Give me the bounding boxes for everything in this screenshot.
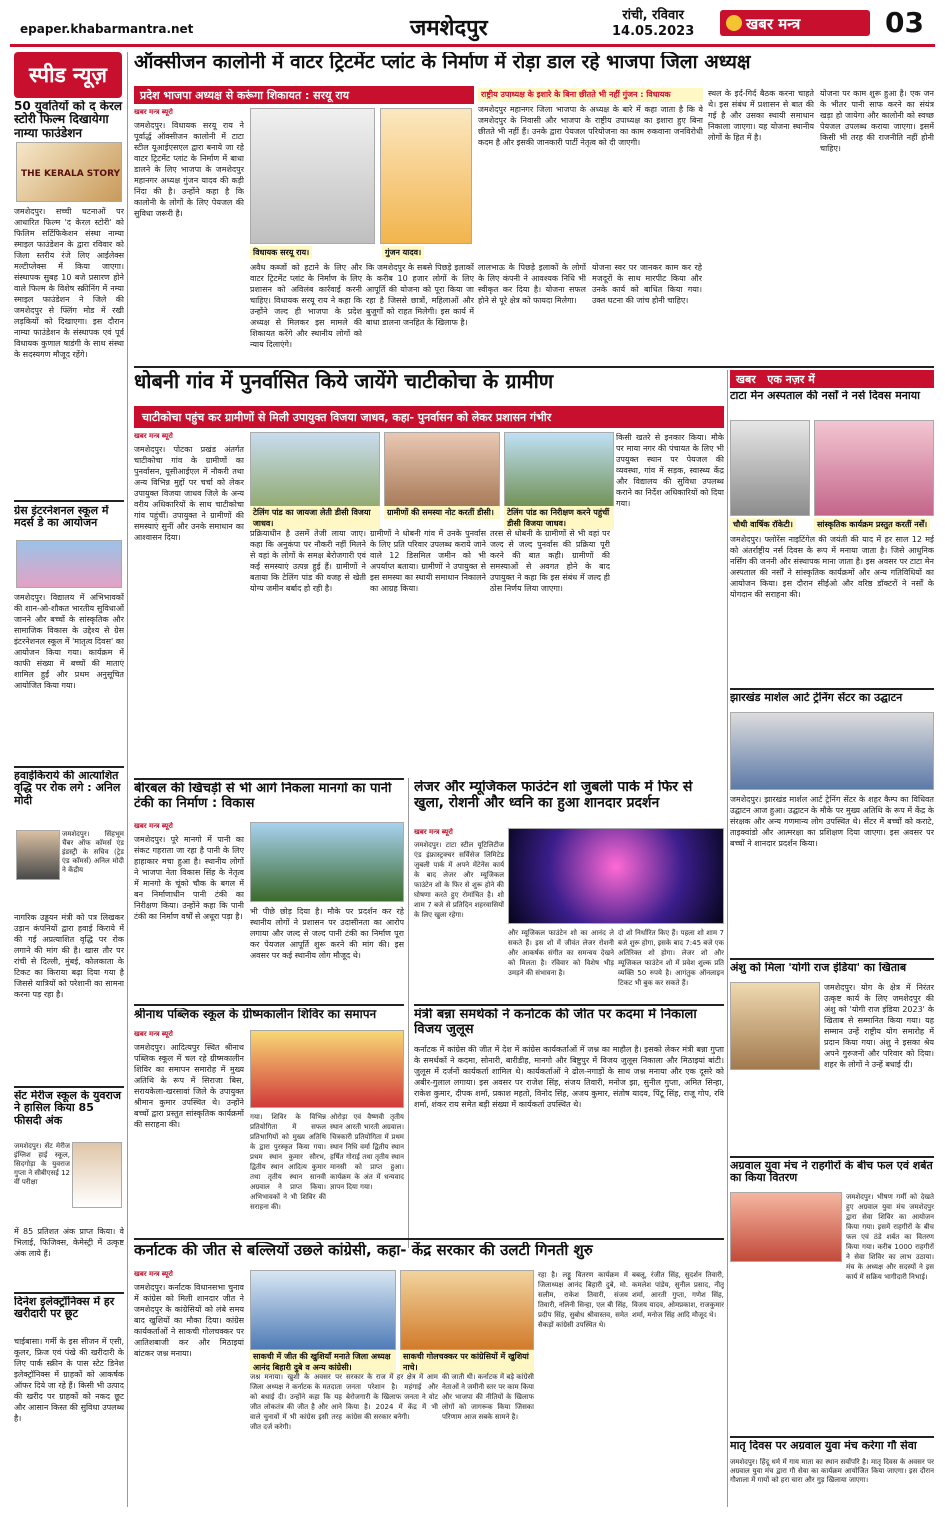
story-kerala — [14, 100, 124, 140]
brand-logo — [720, 10, 870, 36]
photo-caption: साकची में जीत की खुशियाँ मनाते जिला अध्यक्ष आनंद बिहारी दुबे व अन्य कांग्रेसी। — [250, 1350, 396, 1374]
photo-caption: सांस्कृतिक कार्यक्रम प्रस्तुत करतीं नर्सें। — [814, 518, 930, 531]
epaper-url[interactable]: epaper.khabarmantra.net — [20, 22, 194, 36]
headline: टाटा मेन अस्पताल की नर्सों ने नर्स दिवस मनाया — [730, 390, 920, 402]
birbal-story — [134, 782, 404, 811]
chatikocha-byline — [134, 432, 244, 443]
byline: खबर मन्त्र ब्यूरो — [134, 432, 173, 440]
shrinath-body-1: जमशेदपुर। आदित्यपुर स्थित श्रीनाथ पब्लिक स्कूल में चल रहे ग्रीष्मकालीन शिविर का समापन समारोह में मुख्य अतिथि के रूप में सिराजा बिस, सरायकेला-खरसावां जिले के उपायुक्त श्रीमान कुमार उपस्थित थे। उन्होंने बच्चों द्वारा प्रस्तुत सांस्कृतिक कार्यक्रमों की सराहना की। — [134, 1043, 244, 1129]
anshu-story — [730, 962, 934, 974]
story-body: जमशेदपुर। सच्ची घटनाओं पर आधारित फिल्म 'द केरल स्टोरी' को फिलिम सर्टिफिकेशन संस्था नाम्या स्माइल फाउंडेशन के द्वारा रविवार को जिला स्तरीय रंजे लिए आईलेक्स मल्टीप्लेक्स में किया जाएगा। संस्थापक सुबह 10 बजे प्रसारण होने वाले फिल्म के विशेष स्क्रीनिंग में नम्या स्माइल फाउंडेशन ने जिले की जमशेदपुर से फ्लिंग मोड में रखी लड़कियों को दिखाएगा। इस दौरान नाम्या फाउंडेशन के संस्थापक एवं पूर्व विधायक कुणाल षाडंगी के साथ संस्था के सदस्यगण मौजूद रहेंगे। — [14, 207, 124, 359]
mothers-day-story — [730, 1440, 934, 1452]
header-rule — [10, 44, 935, 47]
divider — [134, 366, 934, 368]
byline: खबर मन्त्र ब्यूरो — [414, 828, 453, 836]
chatikocha-body-5: किसी खतरे से इनकार किया। मौके पर माया नगर की पंचायत के लिए भी उपयुक्त स्थान पर पेयजल की व्यवस्था, गांव में सड़क, स्वास्थ्य केंद्र और विद्यालय की सुविधा उपलब्ध कराने का निर्देश अधिकारियों को दिया गया। — [616, 433, 724, 508]
divider — [134, 778, 404, 780]
photo-tailing-pond — [504, 432, 614, 512]
headline: ग्रेस इंटरनेशनल स्कूल में मदर्स डे का आयोजन — [14, 505, 109, 530]
divider — [134, 1238, 724, 1240]
headline: झारखंड मार्शल आर्ट ट्रेनिंग सेंटर का उद्घाटन — [730, 692, 903, 704]
headline: मातृ दिवस पर अग्रवाल युवा मंच करेगा गौ सेवा — [730, 1440, 917, 1452]
photo-martial-arts — [730, 712, 934, 790]
brand-name: खबर मन्त्र — [746, 15, 801, 33]
shrinath-body-3: ओरोड़ा एवं वैष्णवी तृतीय स्थान आरती भारती अग्रवाल। चित्रकारी प्रतियोगिता में प्रथम स्थान निधि वर्मा द्वितीय स्थान हर्षित गोराई तथा तृतीय स्थान मानसी को प्राप्त हुआ। कार्यक्रम के अंत में धन्यवाद ज्ञापन दिया गया। — [330, 1113, 404, 1191]
photo-caption: गुंजन यादव। — [382, 246, 424, 259]
photo-congress-celebration — [250, 1270, 396, 1350]
jubilee-headline-box — [414, 780, 724, 822]
photo-dc-visit — [250, 432, 380, 512]
story-meta: जमशेदपुर। सिंहभूम चैंबर ऑफ कॉमर्स एंड इंडस्ट्री के सचिव (ट्रेड एंड कॉमर्स) अनिल मोदी ने केंद्रीय — [62, 830, 124, 874]
story-body: में 85 प्रतिशत अंक प्राप्त किया। वे भिलाई, फिजिक्स, केमेस्ट्री में उत्कृष्ट अंक लाये हैं। — [14, 1227, 124, 1258]
birbal-byline — [134, 822, 244, 833]
story-airfare — [14, 770, 124, 807]
headline: लेजर और म्यूजिकल फाउंटेन शो जुबली पार्क में फिर से खुला, रोशनी और ध्वनि का हुआ शानदार प्रदर्शन — [414, 780, 693, 811]
headline: सेंट मेरीज स्कूल के युवराज ने हासिल किया 85 फीसदी अंक — [14, 1090, 122, 1127]
headline: श्रीनाथ पब्लिक स्कूल के ग्रीष्मकालीन शिविर का समापन — [134, 1008, 377, 1021]
lead-kicker: राष्ट्रीय उपाध्यक्ष के इशारे के बिना छीतते भी नहीं गुंजन : विधायक — [478, 88, 703, 102]
chatikocha-headline-box — [134, 370, 724, 404]
lead-subhead: प्रदेश भाजपा अध्यक्ष से करूंगा शिकायत : सरयू राय — [134, 86, 474, 104]
lead-headline: ऑक्सीजन कालोनी में वाटर ट्रिटमेंट प्लांट के निर्माण में रोड़ा डाल रहे भाजपा जिला अध्यक्ष — [134, 52, 751, 73]
agarwal-story — [730, 1160, 934, 1185]
divider — [14, 500, 124, 502]
chatikocha-body-1: जमशेदपुर। पोटका प्रखंड अंतर्गत चाटीकोचा गांव के ग्रामीणों का पुनर्वासन, यूसीआईएल में नौकरी तथा अन्य विभिन्न मुद्दों पर चर्चा को लेकर उपायुक्त विजया जाधव जिले के अन्य वरीय अधिकारियों के साथ चाटीकोचा गांव पहुंचीं। उपायुक्त ने ग्रामीणों की समस्याएं सुनीं और उनके समाधान का आश्वासन दिया। — [134, 445, 244, 542]
congress-byline — [134, 1270, 244, 1281]
chatikocha-body-3: ग्रामीणों ने धोबनी गांव में उनके पुनर्वास के लिए प्रति परिवार उपलब्ध कराये जाने वाले 12 डिसमिल जमीन को भी अपर्याप्त बताया। ग्रामीणों ने उपायुक्त से इस समस्या का स्थायी समाधान निकालने का आग्रह किया। — [370, 529, 486, 593]
lead-headline-box — [134, 52, 934, 82]
photo-sharbat — [730, 1192, 842, 1262]
headline: हवाईकिराये की आत्याशित वृद्धि पर रोक लगे : अनिल मोदी — [14, 770, 121, 807]
column-divider — [727, 370, 728, 1507]
tata-story — [730, 390, 934, 402]
lead-body-4: जमशेदपुर महानगर जिला भाजपा के अध्यक्ष के बारे में कहा जाता है कि वे जमशेदपुर के निवासी और भाजपा के राष्ट्रीय उपाध्यक्ष का इशारा हुए बिना छीतते भी नहीं हैं। उनके द्वारा पेयजल परियोजना का काम रुकवाना जनविरोधी कदम है और इसकी जानकारी पार्टी नेतृत्व को दी जाएगी। — [478, 105, 703, 147]
issue-date: 14.05.2023 — [612, 24, 695, 39]
anshu-body: जमशेदपुर। योग के क्षेत्र में निरंतर उत्कृष्ट कार्य के लिए जमशेदपुर की अंशु को 'योगी राज इंडिया 2023' के खिताब से सम्मानित किया गया। यह सम्मान उन्हें राष्ट्रीय योग समारोह में प्रदान किया गया। अंशु ने इसका श्रेय अपने गुरुजनों और परिवार को दिया। शहर के लोगों ने उन्हें बधाई दी। — [824, 983, 934, 1069]
divider — [414, 1004, 724, 1006]
photo-caption: टेलिंग पांड का जायजा लेती डीसी विजया जाधव। — [250, 506, 380, 530]
place-day: रांची, रविवार — [622, 8, 684, 23]
jubilee-body-3: दो शो निर्धारित किए हैं। पहला शो शाम 7 बजे शुरू होगा, इसके बाद 7:45 बजे एक अतिरिक्त शो होगा। लेजर शो और म्यूजिकल फाउंटेन शो में प्रवेश शुल्क प्रति व्यक्ति 50 रुपये है। आगंतुक ऑनलाइन टिकट भी बुक कर सकते हैं। — [618, 929, 724, 987]
story-meta: जमशेदपुर। सेंट मेरीज इंग्लिश हाई स्कूल, सिदगोड़ा के युवराज गुप्ता ने सीबीएसई 12 वीं परीक्षा — [14, 1142, 70, 1186]
divider — [134, 1004, 404, 1006]
byline: खबर मन्त्र ब्यूरो — [134, 1270, 173, 1278]
shrinath-byline — [134, 1030, 224, 1041]
tata-body: जमशेदपुर। फ्लोरेंस नाइटिंगेल की जयंती की याद में हर साल 12 मई को अंतर्राष्ट्रीय नर्स दिवस के रूप में मनाया जाता है। जिसे आधुनिक नर्सिंग की जननी और संस्थापक माना जाता है। इस अवसर पर टाटा मेन अस्पताल की नर्सों ने सांस्कृतिक कार्यक्रमों और अन्य गतिविधियों का आयोजन किया। इस दौरान सीईओ और वरिष्ठ डॉक्टरों ने नर्सों के योगदान की सराहना की। — [730, 535, 934, 599]
agarwal-body: जमशेदपुर। भीषण गर्मी को देखते हुए अग्रवाल युवा मंच जमशेदपुर द्वारा सेवा शिविर का आयोजन किया गया। इसमें राहगीरों के बीच फल एवं ठंडे शर्बत का वितरण किया गया। करीब 1000 राहगीरों ने सेवा शिविर का लाभ उठाया। मंच के अध्यक्ष और सदस्यों ने इस कार्य में सक्रिय भागीदारी निभाई। — [846, 1193, 934, 1281]
congress-body-2: जश्न मनाया। खुशी के अवसर पर जिला अध्यक्ष ने कर्नाटक के मतदाता को बधाई दी। उन्होंने कहा कि यह जीत लोकतंत्र की जीत है और आने वाले चुनावों में भी कांग्रेस इसी तरह जीत दर्ज करेगी। — [250, 1373, 342, 1431]
divider — [730, 958, 934, 960]
masthead — [0, 0, 945, 46]
lead-body-3: कि जमशेदपुर के सबसे पिछड़े इलाकों के करीब 10 हजार लोगों के लिए आपूर्ति की योजना को पूरा किया जा रहा है जिससे छात्रों, महिलाओं और बुजुर्गों को राहत मिलेगी। इस कार्य में बाधा डालना जनहित के खिलाफ है। — [366, 263, 474, 327]
portrait-photo — [16, 830, 60, 880]
photo-caption: विधायक सरयू राय। — [250, 246, 312, 259]
divider — [730, 1436, 934, 1438]
photo-caption: चौथी वार्षिक रॉकेटी। — [730, 518, 796, 531]
victory-march-story — [414, 1008, 724, 1037]
date-block — [612, 8, 694, 40]
lead-col-1 — [134, 108, 244, 119]
chatikocha-subhead: चाटीकोचा पहुंच कर ग्रामीणों से मिली उपायुक्त विजया जाधव, कहा- पुनर्वासन को लेकर प्रशासन गंभीर — [134, 406, 724, 428]
shrinath-story — [134, 1008, 404, 1021]
lead-body-5: लालभाऊ के पिछड़े इलाकों के लोगों के लिए कंपनी ने आवश्यक निधि भी स्वीकृत कर दिया है। योजना सफल होने से पूरे क्षेत्र को फायदा मिलेगा। — [478, 263, 586, 305]
poster-image — [16, 142, 122, 202]
photo-nurses-1 — [730, 420, 810, 516]
column-divider — [408, 778, 409, 1248]
congress-body-3: सरकार के राज में हर क्षेत्र में आम जनता परेशान है। महंगाई और बेरोजगारी के खिलाफ जनता ने वोट किया है। 2024 में केंद्र में भी कांग्रेस की सरकार बनेगी। — [346, 1373, 438, 1421]
story-body: नागरिक उड्डयन मंत्री को पत्र लिखकर उड़ान कंपनियों द्वारा हवाई किराये में की गई अप्रत्याशित वृद्धि पर रोक लगाने की मांग की है। खास तौर पर रांची से दिल्ली, मुंबई, कोलकाता के टिकट का किराया बढ़ा दिया गया है जिससे यात्रियों को परेशानी का सामना करना पड़ रहा है। — [14, 913, 124, 999]
ek-nazar-banner — [730, 370, 934, 388]
congress-body-5: रहा है। लड्डू वितरण कार्यक्रम में जिलाध्यक्ष आनंद बिहारी दुबे, मो. सलीम, राकेश तिवारी, संजय तिवारी, नलिनी सिन्हा, एल बी सिंह, प्रदीप सिंह, सुबोध श्रीवास्तव, समेत सैकड़ों कांग्रेसी उपस्थित थे। — [538, 1271, 628, 1329]
photo-caption: ग्रामीणों की समस्या नोट करतीं डीसी। — [384, 506, 500, 519]
saryu-rai-photo — [250, 108, 375, 244]
headline: मंत्री बन्ना समर्थकों ने कर्नाटक की जीत पर कदमा में निकाला विजय जुलूस — [414, 1008, 697, 1037]
byline: खबर मन्त्र ब्यूरो — [134, 1030, 173, 1038]
chatikocha-body-4: तरस से धोबनी के ग्रामीणों से भी वहां पर जल्द से जल्द पुनर्वास की प्रक्रिया पूरी करने की बात कही। ग्रामीणों की समस्याओं से अवगत होने के बाद उपायुक्त ने कहा कि इस संबंध में जल्द ही ठोस निर्णय लिया जाएगा। — [490, 529, 610, 593]
divider — [14, 1086, 124, 1088]
divider — [14, 766, 124, 768]
city-title: जमशेदपुर — [410, 16, 488, 41]
photo-golchakkar — [400, 1270, 534, 1350]
congress-headline-box — [134, 1242, 724, 1266]
victory-march-body: कर्नाटक में कांग्रेस की जीत में देश में कांग्रेस कार्यकर्ताओं में जश्न का माहौल है। इसको लेकर मंत्री बन्ना गुप्ता के समर्थकों ने कदमा, सोनारी, बारीडीह, मानगो और बिष्टुपुर में विजय जुलूस निकाला और मिठाइयां बांटी। जुलूस में दर्जनों कार्यकर्ता शामिल थे। कार्यकर्ताओं ने ढोल-नगाड़ों के साथ जश्न मनाया और एक दूसरे को अबीर-गुलाल लगाया। इस अवसर पर राजेश सिंह, संजय तिवारी, मनोज झा, सुनील गुप्ता, अमित सिन्हा, राकेश कुमार, दीपक शर्मा, प्रकाश महतो, विनोद सिंह, अजय कुमार, संतोष यादव, पिंटू सिंह, राजू गोप, रवि शर्मा, शंकर राय समेत बड़ी संख्या में कार्यकर्ता उपस्थित थे। — [414, 1045, 724, 1109]
congress-body-6: बबलू, रंजीत सिंह, सुदर्शन तिवारी, कमलेश पांडेय, सुनील प्रसाद, नीतू शर्मा, आरती गुप्ता, गणेश सिंह, विजय यादव, ओमप्रकाश, राजकुमार शर्मा, मनोज सिंह आदि मौजूद थे। — [632, 1271, 724, 1319]
story-grace — [14, 505, 124, 530]
jubilee-byline — [414, 828, 504, 839]
photo-water-tank — [250, 822, 404, 902]
lead-body-6: योजना स्वर पर जानकर काम कर रहे मजदूरों के साथ मारपीट किया और उनके कार्य को बाधित किया गया। उक्त घटना की जांच होनी चाहिए। — [592, 263, 702, 305]
photo-summer-camp — [250, 1030, 404, 1108]
birbal-body-2: भी पीछे छोड़ दिया है। मौके पर प्रदर्शन कर रहे स्थानीय लोगों ने प्रशासन पर उदासीनता का आरोप लगाया और जल्द से जल्द पानी टंकी का निर्माण पूरा कर पेयजल आपूर्ति शुरू करने की मांग की। इस अवसर पर कई स्थानीय लोग मौजूद थे। — [250, 907, 404, 960]
divider — [730, 688, 934, 690]
lead-body-8: योजना पर काम शुरू हुआ है। एक जन के भीतर पानी साफ करने का संयंत्र खड़ा हो जायेगा और कालोनी को स्वच्छ पेयजल उपलब्ध कराया जाएगा। इसमें किसी भी तरह की राजनीति नहीं होनी चाहिए। — [820, 89, 934, 153]
lead-body-1: जमशेदपुर। विधायक सरयू राय ने पूर्वार्द्ध ऑक्सीजन कालोनी में टाटा स्टील यूआईएसएल द्वारा बनाये जा रहे वाटर ट्रिटमेंट प्लांट के निर्माण में बाधा डालने के लिए भाजपा के जमशेदपुर महानगर अध्यक्ष गुंजन यादव की कड़ी निंदा की है। उन्होंने कहा है कि कालोनी के लोगों के लिए पेयजल की सुविधा जरूरी है। — [134, 121, 244, 218]
column-divider — [127, 52, 128, 1507]
byline: खबर मन्त्र ब्यूरो — [134, 108, 173, 116]
ek-nazar-label: एक नज़र में — [767, 373, 815, 386]
logo-icon — [726, 15, 742, 31]
photo-anshu — [730, 982, 820, 1070]
photo-fountain-show — [508, 828, 724, 924]
headline: 50 युवतियों को द केरल स्टोरी फिल्म दिखायेगा नाम्या फाउंडेशन — [14, 100, 123, 140]
event-photo — [16, 540, 122, 588]
photo-caption: साकची गोलचक्कर पर कांग्रेसियों में खुशियां नाचे। — [400, 1350, 534, 1374]
photo-nurses-2 — [814, 420, 934, 516]
lead-body-2: अवैध कब्जों को हटाने के लिए और वाटर ट्रिटमेंट प्लांट के निर्माण के लिए प्रशासन को अविलंब कार्रवाई करनी चाहिए। विधायक सरयू राय ने कहा कि उन्होंने जल्द ही भाजपा के प्रदेश अध्यक्ष से मिलकर इस मामले की शिकायत करेंगे और स्थानीय लोगों को न्याय दिलाएंगे। — [250, 263, 362, 349]
headline: कर्नाटक की जीत से बल्लियों उछले कांग्रेसी, कहा- केंद्र सरकार की उलटी गिनती शुरु — [134, 1242, 593, 1259]
speed-news-badge: स्पीड न्यूज़ — [14, 52, 122, 98]
byline: खबर मन्त्र ब्यूरो — [134, 822, 173, 830]
gunjan-yadav-photo — [380, 108, 472, 244]
lead-body-7: स्थल के इर्द-गिर्द बैठक करना चाहते थे। इस संबंध में प्रशासन से बात की गई है और उसका स्थायी समाधान निकाला जाएगा। यह योजना स्थानीय लोगों के हित में है। — [708, 89, 814, 142]
headline: अंशु को मिला 'योगी राज इंडिया' का खिताब — [730, 962, 907, 974]
photo-villagers — [384, 432, 500, 512]
jubilee-body-1: जमशेदपुर। टाटा स्टील यूटिलिटीज एंड इंफ्रास्ट्रक्चर सर्विसेज लिमिटेड जुबली पार्क में अपने मेंटेनेंस कार्य के बाद लेजर और म्यूजिकल फाउंटेन शो के फिर से शुरू होने की घोषणा करते हुए रोमांचित है। शो शाम 7 बजे से प्रतिदिन शहरवासियों के लिए खुला रहेगा। — [414, 841, 504, 919]
divider — [14, 1292, 124, 1294]
congress-body-4: की जाती थी। कर्नाटक में बड़े कांग्रेसी नेताओं ने जमीनी स्तर पर काम किया और भाजपा की नीतियों के खिलाफ लोगों को जागरूक किया जिसका परिणाम आज सबके सामने है। — [442, 1373, 534, 1421]
story-dinesh — [14, 1296, 124, 1321]
chatikocha-body-2: प्रक्रियाधीन है उसमें तेजी लाया जाए। कहा कि अनुकंपा पर नौकरी नहीं मिलने से वहां के लोगों के समक्ष बेरोजगारी एवं कई समस्याएं उत्पन्न हुई हैं। ग्रामीणों ने बताया कि टेलिंग पांड की वजह से खेती योग्य जमीन बर्बाद हो रही है। — [250, 529, 366, 593]
poster-title: THE KERALA STORY — [21, 169, 121, 179]
headline: दिनेश इलेक्ट्रॉनिक्स में हर खरीदारी पर छूट — [14, 1296, 115, 1321]
mothers-day-body: जमशेदपुर। हिंदू धर्म में गाय माता का स्थान सर्वोपरि है। मातृ दिवस के अवसर पर अग्रवाल युवा मंच द्वारा गौ सेवा का कार्यक्रम आयोजित किया जाएगा। इस दौरान गौशाला में गायों को हरा चारा और गुड़ खिलाया जाएगा। — [730, 1458, 934, 1484]
martial-story — [730, 692, 934, 704]
ek-nazar-tag: खबर — [736, 373, 756, 386]
congress-body-1: जमशेदपुर। कर्नाटक विधानसभा चुनाव में कांग्रेस को मिली शानदार जीत ने जमशेदपुर के कांग्रेसियों को लंबे समय बाद खुशियों का मौका दिया। कांग्रेस कार्यकर्ताओं ने साकची गोलचक्कर पर आतिशबाजी कर और मिठाइयां बांटकर जश्न मनाया। — [134, 1283, 244, 1358]
headline: अग्रवाल युवा मंच ने राहगीरों के बीच फल एवं शर्बत का किया वितरण — [730, 1160, 933, 1185]
birbal-body-1: जमशेदपुर। पूरे मानगो में पानी का संकट गहराता जा रहा है पानी के लिए हाहाकार मचा हुआ है। स्थानीय लोगों ने भाजपा नेता विकास सिंह के नेतृत्व में मानगो के चूंको चौक के बगल में बन निर्माणाधीन पानी टंकी का निरीक्षण किया। उन्होंने कहा कि पानी टंकी का निर्माण वर्षों से अधूरा पड़ा है। — [134, 835, 244, 921]
shrinath-body-2: गया। शिविर के विभिन्न प्रतियोगिता में सफल प्रतिभागियों को मुख्य अतिथि के द्वारा पुरस्कृत किया गया। प्रथम स्थान कुमार सौरभ, द्वितीय स्थान आदित्य कुमार तथा तृतीय स्थान सानवी अग्रवाल ने प्राप्त किया। अभिभावकों ने भी शिविर की सराहना की। — [250, 1113, 326, 1211]
jubilee-body-2: और म्यूजिकल फाउंटेन शो का आनंद ले सकते हैं। इस शो में जीवंत लेजर रोशनी और आकर्षक संगीत का समन्वय देखने को मिलता है। रविवार को विशेष भीड़ उमड़ने की संभावना है। — [508, 929, 614, 977]
photo-caption: टेलिंग पांड का निरीक्षण करने पहुंचीं डीसी विजया जाधव। — [504, 506, 614, 530]
story-body: जमशेदपुर। विद्यालय में अभिभावकों की शान-ओ-शौकत भारतीय सुविधाओं जानने और बच्चों के सांस्कृतिक और सामाजिक विकास के उद्देश्य से ग्रेस इंटरनेशनल स्कूल में 'मातृत्व दिवस' का आयोजन किया गया। कार्यक्रम में काफी संख्या में बच्चों की माताएं शामिल हुईं और प्रथम अनुसूचित आयोजित किया गया। — [14, 593, 124, 690]
headline: बीरबल की खिचड़ी से भी आगे निकला मानगो का पानी टंकी का निर्माण : विकास — [134, 782, 392, 811]
story-stmarys — [14, 1090, 124, 1127]
student-photo — [72, 1142, 122, 1208]
story-body: चाईबासा। गर्मी के इस सीजन में एसी, कूलर, फ्रिज एवं पंखे की खरीदारी के लिए पार्क स्क्रीन के पास स्टेट डिनेश इलेक्ट्रॉनिक्स में ग्राहकों को आकर्षक ऑफर दिये जा रहे हैं। किसी भी उत्पाद की खरीद पर ग्राहकों को नकद छूट और आसान किस्त की सुविधा उपलब्ध है। — [14, 1337, 124, 1423]
divider — [730, 1156, 934, 1158]
martial-body: जमशेदपुर। झारखंड मार्शल आर्ट ट्रेनिंग सेंटर के शहर कैम्प का विधिवत उद्घाटन आज हुआ। उद्घाटन के मौके पर मुख्य अतिथि के रूप में केंद्र के संरक्षक और अन्य गणमान्य लोग उपस्थित थे। सेंटर में बच्चों को कराटे, ताइक्वांडो और आत्मरक्षा का प्रशिक्षण दिया जाएगा। इस अवसर पर बच्चों ने शानदार प्रदर्शन किया। — [730, 795, 934, 848]
page-number: 03 — [885, 6, 924, 39]
headline: धोबनी गांव में पुनर्वासित किये जायेंगे चाटीकोचा के ग्रामीण — [134, 370, 554, 393]
